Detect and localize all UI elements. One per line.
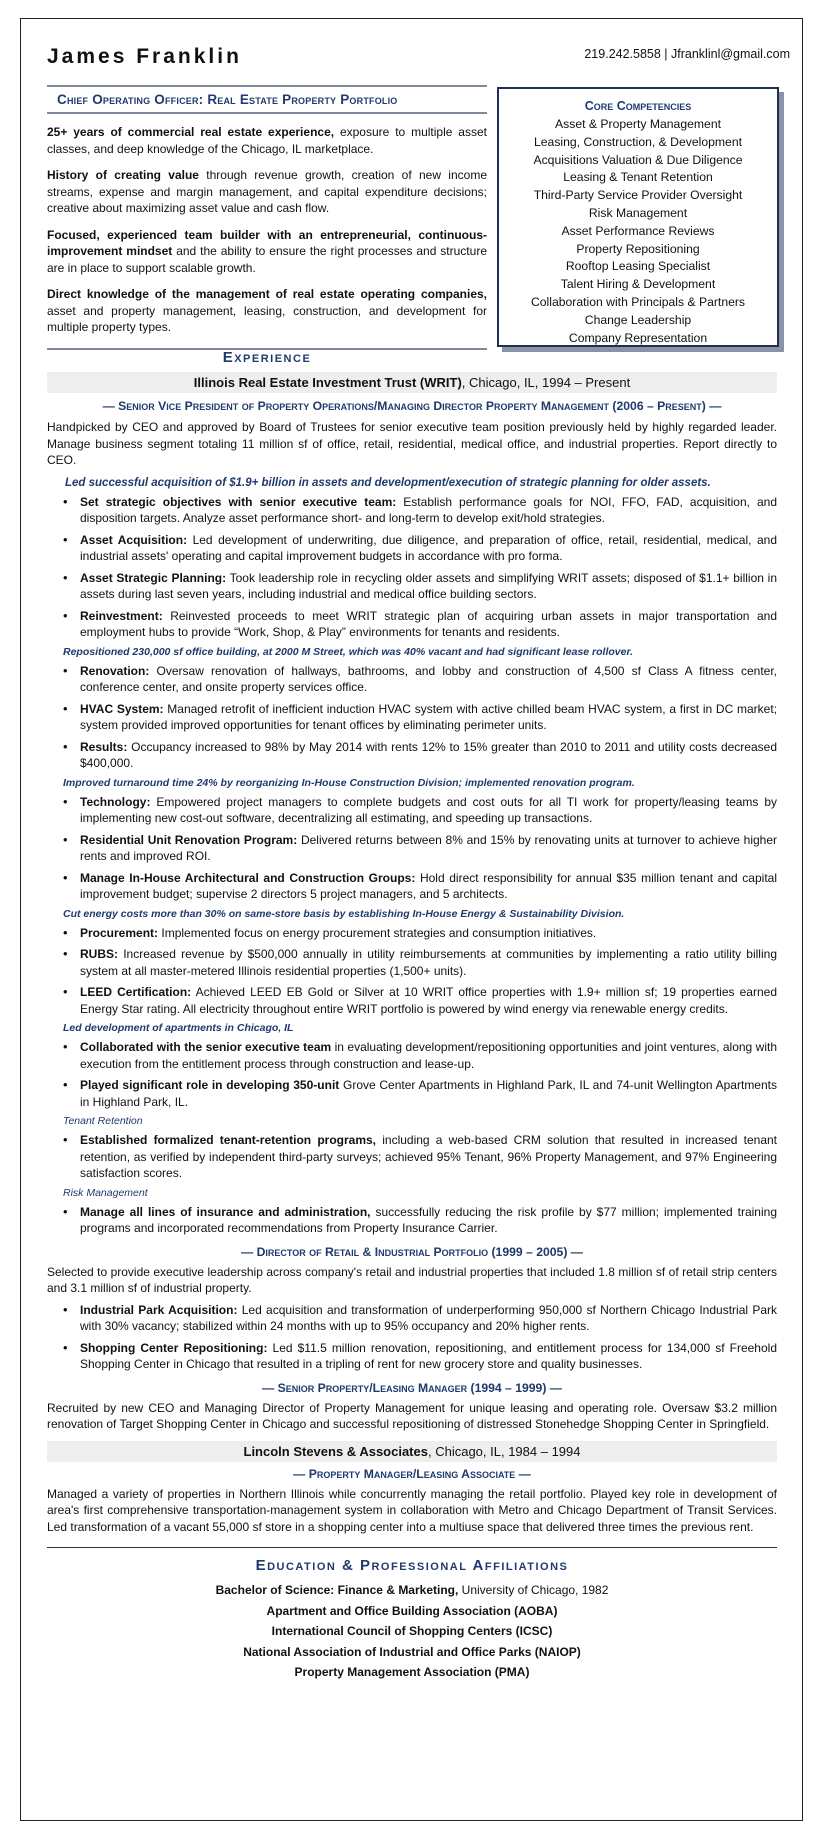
bullet-list — [47, 494, 777, 641]
list-item: • Asset Acquisition: Led development of underwriting, due diligence, and preparation of office, retail, residential, medical, and industrial assets' operating and capital improvement budgets in accordance with pro forma. — [47, 532, 777, 565]
competency-item: Leasing, Construction, & Development — [534, 134, 742, 149]
headline-title: Chief Operating Officer: Real Estate Property Portfolio — [47, 85, 487, 114]
list-item: • Asset Strategic Planning: Took leadership role in recycling older assets and simplifying WRIT assets; disposed of $1.1+ billion in assets during last seven years, including industrial and medical office building sectors. — [47, 570, 777, 603]
competency-item: Collaboration with Principals & Partners — [530, 294, 746, 309]
education-list — [47, 1580, 777, 1683]
list-item: • Collaborated with the senior executive team in evaluating development/repositioning opportunities and joint ventures, along with execution from the entitlement process through construction and lease-up. — [47, 1039, 777, 1072]
achievement-heading: Risk Management — [63, 1186, 148, 1199]
achievement-heading: Improved turnaround time 24% by reorganizing In-House Construction Division; implemented renovation program. — [63, 776, 635, 789]
competency-item: Change Leadership — [584, 312, 692, 327]
list-item: • Reinvestment: Reinvested proceeds to meet WRIT strategic plan of acquiring urban assets in major transportation and employment hubs to provide “Work, Shop, & Play” environments for tenants and residents. — [47, 608, 777, 641]
degree: Bachelor of Science: Finance & Marketing, University of Chicago, 1982 — [215, 1583, 609, 1597]
summary-column — [47, 85, 487, 350]
competency-item: Leasing & Tenant Retention — [563, 170, 713, 185]
achievement-heading: Led development of apartments in Chicago, IL — [63, 1022, 294, 1034]
divider — [47, 1547, 777, 1548]
competency-item: Risk Management — [588, 205, 688, 220]
bullet-list — [47, 663, 777, 772]
bullet-list — [47, 1039, 777, 1110]
affiliation: Property Management Association (PMA) — [294, 1665, 530, 1679]
role-description: Recruited by new CEO and Managing Director of Property Management for unique leasing and operating role. Oversaw $3.2 million renovation of Target Shopping Center in Chicago and successful repositioning of distressed Stonehedge Shopping Center in Springfield. — [47, 1400, 777, 1431]
bullet-list — [47, 925, 777, 1018]
list-item: • Technology: Empowered project managers to complete budgets and cost outs for all TI work for property/leasing teams by implementing new cost-out software, decentralizing all estimating, and speeding up transactions. — [47, 794, 777, 827]
list-item: • Procurement: Implemented focus on energy procurement strategies and consumption initiatives. — [47, 925, 777, 942]
list-item: • LEED Certification: Achieved LEED EB Gold or Silver at 10 WRIT office properties with 1.9+ million sf; 19 properties earned Energy Star rating. All electricity throughout entire WRIT portfolio is powered by wind energy via renewable energy credits. — [47, 984, 777, 1017]
competency-item: Talent Hiring & Development — [560, 277, 716, 292]
company-heading: Lincoln Stevens & Associates, Chicago, IL, 1984 – 1994 — [47, 1441, 777, 1462]
achievement-heading: Led successful acquisition of $1.9+ billion in assets and development/execution of strategic planning for older assets. — [65, 476, 711, 489]
achievement-heading: Repositioned 230,000 sf office building, at 2000 M Street, which was 40% vacant and had significant lease rollover. — [63, 645, 633, 658]
competency-item: Property Repositioning — [576, 241, 700, 256]
list-item: • Industrial Park Acquisition: Led acquisition and transformation of underperforming 950,000 sf Northern Chicago Industrial Park with 30% vacancy; stabilized within 24 months with up to 95% occupancy and 20% higher rents. — [47, 1302, 777, 1335]
education-title: Education & Professional Affiliations — [255, 1557, 569, 1574]
role-description: Managed a variety of properties in Northern Illinois while concurrently managing the retail portfolio. Played key role in development of area's first comprehensive transportation-management system in collaboration with Metro and Chicago Department of Transit Services. Led transformation of a vacant 55,000 sf store in a shopping center into a multiuse space that delivered three times the previous rent. — [47, 1486, 777, 1534]
competency-item: Company Representation — [568, 330, 708, 345]
competency-item: Asset & Property Management — [555, 117, 721, 131]
affiliation: Apartment and Office Building Association (AOBA) — [266, 1603, 558, 1618]
list-item: • Set strategic objectives with senior executive team: Establish performance goals for NOI, FFO, FAD, acquisition, and disposition targets. Analyze asset performance short- and long-term to develop exit/hold strategies. — [47, 494, 777, 527]
list-item: • Renovation: Oversaw renovation of hallways, bathrooms, and lobby and construction of 4,500 sf Class A fitness center, conference center, and onsite property services office. — [47, 663, 777, 696]
list-item: • Played significant role in developing 350-unit Grove Center Apartments in Highland Park, IL and 74-unit Wellington Apartments in Highland Park, IL. — [47, 1077, 777, 1110]
list-item: • Residential Unit Renovation Program: Delivered returns between 8% and 15% by renovating units at turnover to achieve higher rents and improved ROI. — [47, 832, 777, 865]
list-item: • RUBS: Increased revenue by $500,000 annually in utility reimbursements at communities by implementing a ratio utility billing system at all master-metered Illinois residential properties (1,500+ units). — [47, 946, 777, 979]
competency-item: Asset Performance Reviews — [561, 223, 715, 238]
contact-info: 219.242.5858 | Jfranklinl@gmail.com — [584, 47, 790, 61]
core-competencies-title: Core Competencies — [584, 99, 692, 113]
competency-item: Acquisitions Valuation & Due Diligence — [533, 152, 743, 167]
experience-section — [47, 349, 777, 1683]
summary — [47, 124, 487, 336]
bullet-list — [47, 1132, 777, 1182]
role-description: Selected to provide executive leadership across company's retail and industrial properties that included 1.8 million sf of retail strip centers and 3.1 million sf of industrial property. — [47, 1264, 777, 1295]
bullet-list — [47, 1302, 777, 1373]
list-item: • HVAC System: Managed retrofit of inefficient induction HVAC system with active chilled beam HVAC system, a first in DC market; system provided improved opportunities for tenant offices by eliminating perimeter units. — [47, 701, 777, 734]
achievement-heading: Tenant Retention — [63, 1115, 143, 1127]
summary-item: History of creating value through revenue growth, creation of new income streams, expense and margin management, and capital expenditure decisions; creative about maximizing asset value and cash flow. — [47, 168, 487, 215]
bullet-list — [47, 1204, 777, 1237]
role-title: — Senior Vice President of Property Operations/Managing Director Property Management (2006 – Present) — — [102, 399, 722, 413]
resume-page — [20, 18, 803, 1821]
competency-item: Third-Party Service Provider Oversight — [533, 188, 743, 203]
role-title: — Director of Retail & Industrial Portfolio (1999 – 2005) — — [241, 1244, 583, 1259]
affiliation: International Council of Shopping Centers (ICSC) — [271, 1624, 553, 1638]
role-title: — Senior Property/Leasing Manager (1994 – 1999) — — [262, 1380, 562, 1395]
list-item: • Shopping Center Repositioning: Led $11.5 million renovation, repositioning, and entitlement process for 134,000 sf Freehold Shopping Center in Chicago that resulted in a tripling of rent for new grocery store and quality businesses. — [47, 1340, 777, 1373]
achievement-heading: Cut energy costs more than 30% on same-store basis by establishing In-House Energy & Sustainability Division. — [63, 907, 625, 920]
list-item: • Established formalized tenant-retention programs, including a web-based CRM solution that resulted in increased tenant retention, as verified by independent third-party surveys; achieved 95% Tenant, 96% Property Management, and 97% Engineering satisfaction scores. — [47, 1132, 777, 1182]
list-item: • Manage all lines of insurance and administration, successfully reducing the risk profile by $77 million; implemented training programs and incorporated recommendations from Property Insurance Carrier. — [47, 1204, 777, 1237]
affiliation: National Association of Industrial and Office Parks (NAIOP) — [243, 1644, 581, 1659]
candidate-name: James Franklin — [47, 45, 242, 68]
list-item: • Manage In-House Architectural and Construction Groups: Hold direct responsibility for annual $35 million tenant and capital improvement budget; supervise 2 directors 5 project managers, and 5 architects. — [47, 870, 777, 903]
summary-item: Focused, experienced team builder with an entrepreneurial, continuous-improvement mindset and the ability to ensure the right processes and structure are in place to support scalable growth. — [47, 227, 487, 275]
role-title: — Property Manager/Leasing Associate — — [293, 1466, 531, 1481]
core-competencies-box — [497, 87, 779, 347]
competency-item: Rooftop Leasing Specialist — [565, 259, 711, 274]
experience-title: Experience — [222, 349, 312, 366]
summary-item: Direct knowledge of the management of real estate operating companies, asset and property management, leasing, construction, and development for multiple property types. — [47, 287, 487, 334]
summary-item: 25+ years of commercial real estate experience, exposure to multiple asset classes, and deep knowledge of the Chicago, IL marketplace. — [47, 125, 487, 156]
role-description: Handpicked by CEO and approved by Board of Trustees for senior executive team position previously held by highly regarded leader. Manage business segment totaling 11 million sf of office, retail, residential, medical office, and industrial properties. Report directly to CEO. — [47, 420, 777, 467]
bullet-list — [47, 794, 777, 903]
list-item: • Results: Occupancy increased to 98% by May 2014 with rents 12% to 15% greater than 2010 to 2011 and utility costs decreased $400,000. — [47, 739, 777, 772]
company-heading: Illinois Real Estate Investment Trust (WRIT), Chicago, IL, 1994 – Present — [47, 372, 777, 393]
